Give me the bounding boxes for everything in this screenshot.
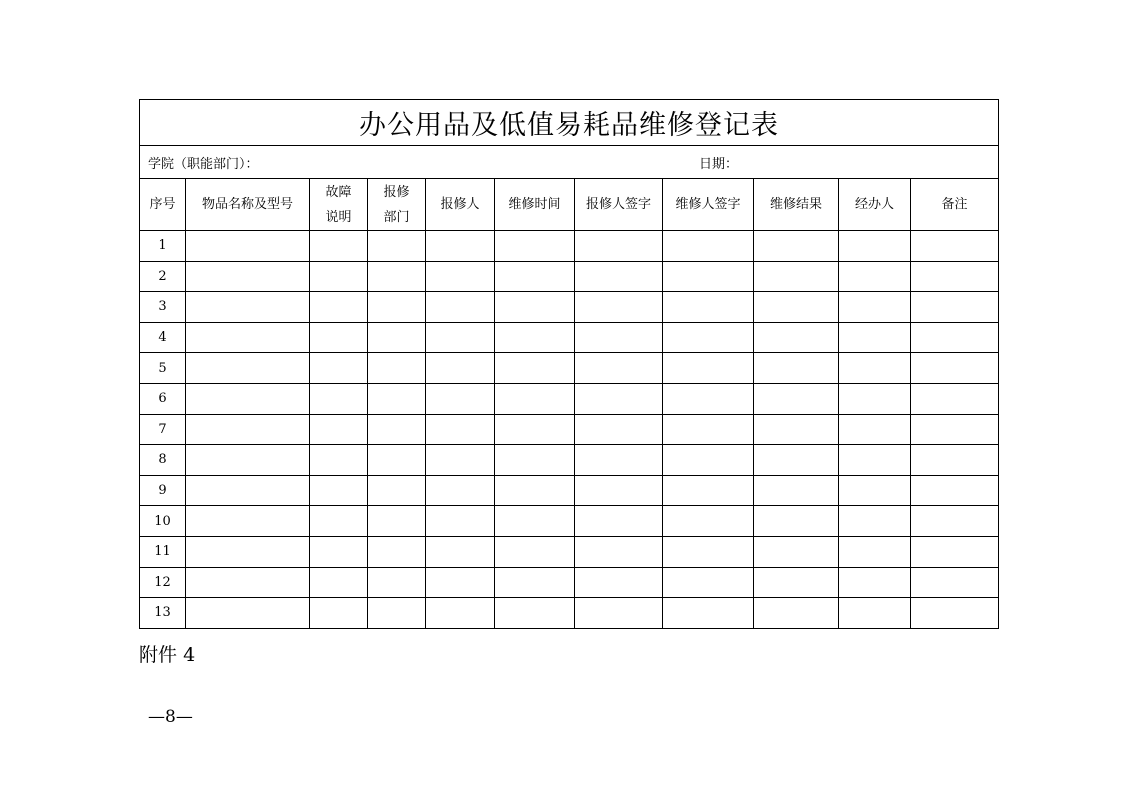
column-header-text: 维修结果 — [769, 197, 822, 212]
repair-register-table — [139, 99, 999, 629]
row-number: 12 — [140, 567, 186, 598]
row-number: 13 — [140, 598, 186, 629]
table-cell[interactable] — [754, 445, 839, 476]
table-row — [140, 567, 999, 598]
table-row — [140, 475, 999, 506]
table-cell[interactable] — [186, 536, 310, 567]
table-row — [140, 598, 999, 629]
column-header-text: 经办人 — [854, 197, 894, 212]
column-header — [368, 179, 426, 231]
table-cell[interactable] — [495, 598, 575, 629]
table-cell[interactable] — [575, 322, 663, 353]
table-cell[interactable] — [839, 536, 911, 567]
table-cell[interactable] — [495, 353, 575, 384]
table-cell[interactable] — [663, 414, 754, 445]
table-cell[interactable] — [575, 445, 663, 476]
column-header-text: 报修人签字 — [585, 197, 651, 212]
table-cell[interactable] — [839, 506, 911, 537]
table-cell[interactable] — [426, 322, 495, 353]
table-cell[interactable] — [495, 292, 575, 323]
table-cell[interactable] — [426, 414, 495, 445]
table-cell[interactable] — [426, 261, 495, 292]
column-header — [310, 179, 368, 231]
attachment-number: 4 — [183, 644, 196, 666]
table-cell[interactable] — [426, 231, 495, 262]
table-cell[interactable] — [663, 445, 754, 476]
table-cell[interactable] — [368, 414, 426, 445]
table-cell[interactable] — [911, 536, 999, 567]
date-label: 日期： — [699, 156, 739, 172]
table-cell[interactable] — [575, 414, 663, 445]
row-number: 6 — [140, 383, 186, 414]
table-cell[interactable] — [754, 536, 839, 567]
table-row — [140, 322, 999, 353]
table-cell[interactable] — [839, 475, 911, 506]
table-cell[interactable] — [368, 445, 426, 476]
table-cell[interactable] — [186, 475, 310, 506]
table-cell[interactable] — [495, 475, 575, 506]
table-row — [140, 261, 999, 292]
table-cell[interactable] — [839, 322, 911, 353]
table-cell[interactable] — [368, 353, 426, 384]
table-cell[interactable] — [575, 567, 663, 598]
table-body — [140, 231, 999, 629]
table-cell[interactable] — [186, 322, 310, 353]
row-number: 9 — [140, 475, 186, 506]
row-number: 11 — [140, 536, 186, 567]
table-cell[interactable] — [426, 292, 495, 323]
table-cell[interactable] — [911, 231, 999, 262]
table-cell[interactable] — [911, 383, 999, 414]
table-row — [140, 506, 999, 537]
table-cell[interactable] — [368, 292, 426, 323]
table-cell[interactable] — [911, 598, 999, 629]
table-cell[interactable] — [426, 598, 495, 629]
table-cell[interactable] — [575, 598, 663, 629]
table-cell[interactable] — [310, 231, 368, 262]
table-cell[interactable] — [495, 445, 575, 476]
header-row — [140, 179, 999, 231]
table-cell[interactable] — [754, 475, 839, 506]
table-row — [140, 445, 999, 476]
table-row — [140, 353, 999, 384]
table-row — [140, 292, 999, 323]
column-header — [186, 179, 310, 231]
table-cell[interactable] — [495, 567, 575, 598]
table-cell[interactable] — [839, 353, 911, 384]
table-cell[interactable] — [426, 475, 495, 506]
table-cell[interactable] — [368, 383, 426, 414]
table-cell[interactable] — [310, 475, 368, 506]
table-cell[interactable] — [368, 506, 426, 537]
column-header — [839, 179, 911, 231]
table-cell[interactable] — [575, 536, 663, 567]
table-cell[interactable] — [911, 292, 999, 323]
table-cell[interactable] — [495, 414, 575, 445]
column-header-text: 部门 — [383, 209, 410, 225]
page-number: —8— — [148, 707, 193, 727]
table-cell[interactable] — [911, 567, 999, 598]
table-cell[interactable] — [426, 506, 495, 537]
table-cell[interactable] — [575, 475, 663, 506]
table-cell[interactable] — [754, 506, 839, 537]
table-cell[interactable] — [754, 231, 839, 262]
table-cell[interactable] — [911, 506, 999, 537]
column-header — [140, 179, 186, 231]
table-cell[interactable] — [575, 506, 663, 537]
column-header — [663, 179, 754, 231]
table-cell[interactable] — [911, 353, 999, 384]
column-header — [575, 179, 663, 231]
info-row — [140, 146, 999, 179]
table-cell[interactable] — [754, 353, 839, 384]
table-cell[interactable] — [186, 414, 310, 445]
table-cell[interactable] — [575, 383, 663, 414]
row-number: 4 — [140, 322, 186, 353]
table-cell[interactable] — [186, 598, 310, 629]
table-cell[interactable] — [754, 322, 839, 353]
table-cell[interactable] — [310, 292, 368, 323]
table-cell[interactable] — [368, 536, 426, 567]
column-header-text: 说明 — [325, 209, 352, 225]
row-number: 2 — [140, 261, 186, 292]
table-cell[interactable] — [911, 261, 999, 292]
table-cell[interactable] — [663, 536, 754, 567]
table-cell[interactable] — [495, 322, 575, 353]
table-cell[interactable] — [426, 536, 495, 567]
table-cell[interactable] — [754, 414, 839, 445]
column-header-text: 物品名称及型号 — [201, 197, 293, 212]
table-cell[interactable] — [186, 231, 310, 262]
table-cell[interactable] — [310, 261, 368, 292]
table-cell[interactable] — [186, 261, 310, 292]
table-cell[interactable] — [754, 567, 839, 598]
table-cell[interactable] — [663, 506, 754, 537]
table-cell[interactable] — [575, 231, 663, 262]
table-cell[interactable] — [310, 445, 368, 476]
table-cell[interactable] — [839, 414, 911, 445]
table-cell[interactable] — [310, 567, 368, 598]
column-header-text: 维修时间 — [508, 197, 561, 212]
table-cell[interactable] — [839, 292, 911, 323]
table-cell[interactable] — [186, 292, 310, 323]
table-cell[interactable] — [368, 322, 426, 353]
table-cell[interactable] — [495, 231, 575, 262]
table-cell[interactable] — [839, 445, 911, 476]
table-row — [140, 414, 999, 445]
column-header-text: 备注 — [941, 197, 968, 212]
table-cell[interactable] — [186, 353, 310, 384]
table-cell[interactable] — [663, 598, 754, 629]
table-cell[interactable] — [663, 353, 754, 384]
table-cell[interactable] — [754, 261, 839, 292]
table-cell[interactable] — [839, 383, 911, 414]
form-title: 办公用品及低值易耗品维修登记表 — [140, 100, 999, 146]
table-cell[interactable] — [426, 445, 495, 476]
table-cell[interactable] — [426, 383, 495, 414]
table-cell[interactable] — [575, 292, 663, 323]
table-cell[interactable] — [839, 598, 911, 629]
row-number: 1 — [140, 231, 186, 262]
table-cell[interactable] — [310, 414, 368, 445]
table-cell[interactable] — [186, 383, 310, 414]
table-cell[interactable] — [310, 383, 368, 414]
table-cell[interactable] — [663, 567, 754, 598]
table-cell[interactable] — [426, 567, 495, 598]
table-cell[interactable] — [575, 353, 663, 384]
table-cell[interactable] — [911, 414, 999, 445]
row-number: 10 — [140, 506, 186, 537]
table-cell[interactable] — [754, 598, 839, 629]
table-cell[interactable] — [186, 567, 310, 598]
row-number: 3 — [140, 292, 186, 323]
column-header — [426, 179, 495, 231]
column-header-text: 维修人签字 — [675, 197, 741, 212]
table-cell[interactable] — [754, 292, 839, 323]
table-cell[interactable] — [495, 383, 575, 414]
table-cell[interactable] — [310, 598, 368, 629]
table-row — [140, 536, 999, 567]
column-header — [911, 179, 999, 231]
column-header-text: 报修人 — [440, 197, 480, 212]
table-cell[interactable] — [839, 231, 911, 262]
column-header-text: 故障 — [325, 184, 352, 200]
row-number: 7 — [140, 414, 186, 445]
table-row — [140, 383, 999, 414]
table-cell[interactable] — [310, 353, 368, 384]
table-cell[interactable] — [186, 445, 310, 476]
column-header-text: 报修 — [383, 184, 410, 200]
column-header — [754, 179, 839, 231]
table-cell[interactable] — [368, 475, 426, 506]
column-header — [495, 179, 575, 231]
table-cell[interactable] — [368, 261, 426, 292]
attachment-label — [139, 640, 195, 667]
table-cell[interactable] — [368, 598, 426, 629]
department-label: 学院（职能部门）： — [148, 156, 259, 172]
table-cell[interactable] — [575, 261, 663, 292]
row-number: 8 — [140, 445, 186, 476]
table-cell[interactable] — [663, 475, 754, 506]
table-cell[interactable] — [839, 567, 911, 598]
table-cell[interactable] — [310, 322, 368, 353]
row-number: 5 — [140, 353, 186, 384]
table-cell[interactable] — [839, 261, 911, 292]
table-cell[interactable] — [495, 261, 575, 292]
table-cell[interactable] — [310, 506, 368, 537]
table-cell[interactable] — [911, 322, 999, 353]
attachment-text: 附件 — [139, 644, 178, 666]
table-cell[interactable] — [186, 506, 310, 537]
table-cell[interactable] — [426, 353, 495, 384]
table-cell[interactable] — [368, 567, 426, 598]
table-cell[interactable] — [911, 445, 999, 476]
table-cell[interactable] — [663, 261, 754, 292]
table-row — [140, 231, 999, 262]
table-cell[interactable] — [663, 231, 754, 262]
table-cell[interactable] — [911, 475, 999, 506]
column-header-text: 序号 — [149, 197, 176, 212]
table-cell[interactable] — [663, 322, 754, 353]
table-cell[interactable] — [368, 231, 426, 262]
table-cell[interactable] — [754, 383, 839, 414]
table-cell[interactable] — [495, 536, 575, 567]
table-cell[interactable] — [310, 536, 368, 567]
table-cell[interactable] — [663, 292, 754, 323]
table-cell[interactable] — [495, 506, 575, 537]
table-cell[interactable] — [663, 383, 754, 414]
